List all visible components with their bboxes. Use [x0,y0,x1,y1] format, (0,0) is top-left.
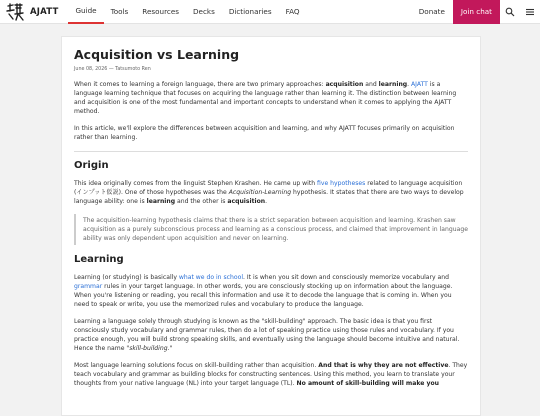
origin-text-2: related to language acquisition (インプット仮説). One of those hypotheses was the [74,180,463,196]
learning-p3-text-1: Most language learning solutions focus on skill-building rather than acquisition. [74,362,319,369]
learning-p1-text-1: Learning (or studying) is basically [74,274,179,281]
kanji-logo-icon[interactable] [4,1,26,23]
nav-guide[interactable]: Guide [68,0,103,24]
learning-paragraph-1 [74,273,468,309]
intro-text-3: . [407,81,412,88]
section-divider [74,151,468,152]
intro-bold-acquisition: acquisition [325,81,364,88]
origin-bold-learning: learning [146,198,176,205]
search-icon[interactable] [500,0,520,24]
learning-p2-text-1: Learning a language solely through studying is known as the "skill-building" approach. The basic idea is that you first consciously study vocabulary and grammar rules, then do a lot of speaking practice using those rules and vocabulary. If you practice enough, you will build strong speaking skills, and eventually using the language should become intuitive and natural. Hence the name " [74,318,460,352]
intro-paragraph-2: In this article, we'll explore the differences between acquisition and learning, and why AJATT focuses primarily on acquisition rather than learning. [74,125,455,141]
learning-p1-text-3: rules in your target language. In other words, you are consciously stocking up on information about the language. When you're listening or reading, you recall this information and use it to decode the language that is coming in. When you need to speak or write, you use the memorized rules and vocabulary to produce the language. [74,283,453,308]
top-navbar [0,0,540,24]
intro-bold-learning: learning [378,81,408,88]
article-meta: June 08, 2026 — Tatsumoto Ren [74,67,151,72]
intro-text-2: and [363,81,379,88]
origin-text-5: . [265,198,268,205]
learning-p3-bold-2: No amount of skill-building will make you [296,380,440,387]
intro-text-4: is a language learning technique that focuses on acquiring the language rather than learning it. The distinction between learning and acquisition is one of the most fundamental and important concepts to understand when it comes to applying the AJATT method. [74,81,457,115]
krashen-quote: The acquisition-learning hypothesis claims that there is a strict separation between acquisition and learning. Krashen saw acquisition as a purely subconscious process and learning as a conscious process, and claimed that improvement in language ability was only dependent upon acquisition and never on learning. [74,214,468,245]
article-card [61,36,481,416]
learning-p3-bold-1: And that is why they are not effective [318,362,449,369]
origin-heading: Origin [74,160,109,171]
nav-faq[interactable]: FAQ [285,7,300,16]
origin-text-3: hypothesis. It states that there are two ways to develop language ability: one is [74,189,464,205]
learning-paragraph-3 [74,361,468,388]
donate-link[interactable]: Donate [418,7,445,16]
ajatt-link[interactable]: AJATT [411,81,428,88]
five-hypotheses-link[interactable]: five hypotheses [317,180,366,187]
learning-paragraph-2 [74,317,468,353]
hamburger-menu-icon[interactable] [520,0,540,24]
nav-dictionaries[interactable]: Dictionaries [228,7,272,16]
grammar-link[interactable]: grammar [74,283,103,290]
learning-p2-italic: skill-building [129,345,168,352]
origin-text-1: This idea originally comes from the linguist Stephen Krashen. He came up with [74,180,318,187]
join-chat-button[interactable]: Join chat [453,0,500,24]
intro-text-1: When it comes to learning a foreign language, there are two primary approaches: [74,81,326,88]
learning-p3-text-2: . They teach vocabulary and grammar as building blocks for constructing sentences. Using this method, you learn to translate your thoughts from your native language (NL) into your target language (TL). [74,362,468,387]
nav-tools[interactable]: Tools [110,7,129,16]
origin-bold-acquisition: acquisition [227,198,266,205]
learning-heading: Learning [74,254,124,265]
origin-italic: Acquisition-Learning [228,189,292,196]
brand-name[interactable]: AJATT [30,6,59,17]
article-title: Acquisition vs Learning [74,47,240,62]
learning-p2-text-2: ." [167,345,173,352]
school-link[interactable]: what we do in school [178,274,244,281]
nav-decks[interactable]: Decks [193,7,215,16]
nav-resources[interactable]: Resources [142,7,179,16]
intro-paragraph [74,80,468,116]
learning-p1-text-2: . It is when you sit down and consciously memorize vocabulary and [243,274,450,281]
origin-paragraph [74,179,468,206]
origin-text-4: and the other is [175,198,228,205]
